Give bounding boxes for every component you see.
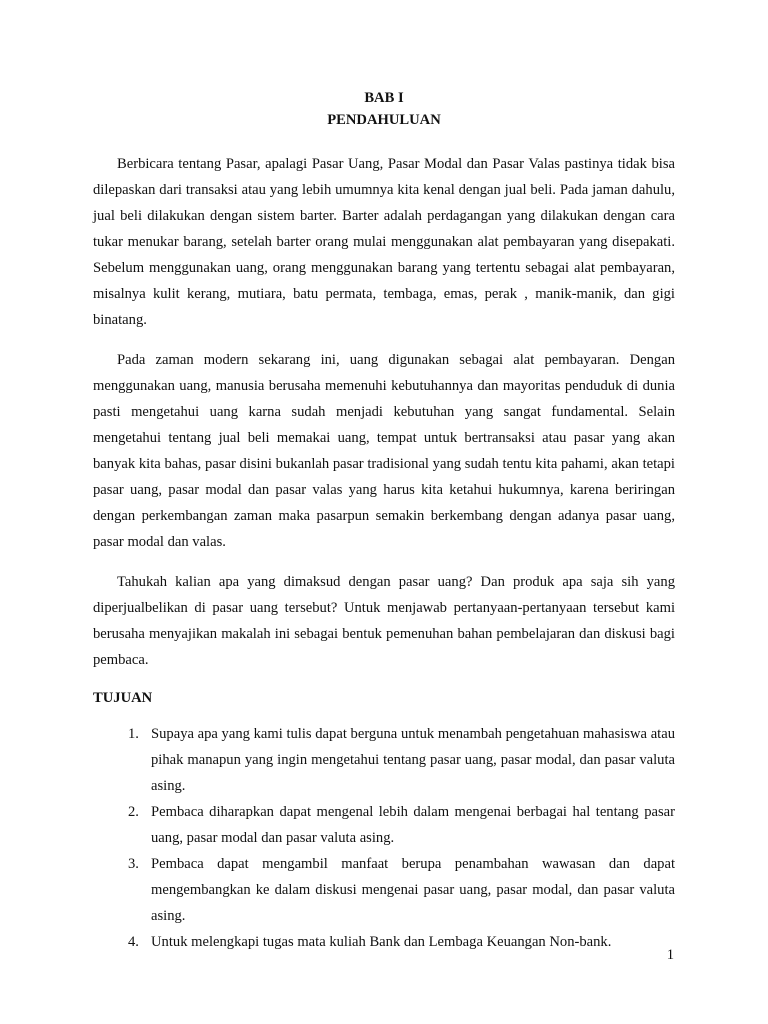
list-item <box>93 929 675 955</box>
page-number: 1 <box>666 947 674 963</box>
list-item-number: 1. <box>128 726 139 742</box>
list-item <box>93 851 675 929</box>
list-item <box>93 721 675 799</box>
paragraph-3: Tahukah kalian apa yang dimaksud dengan pasar uang? Dan produk apa saja sih yang diperjualbelikan di pasar uang tersebut? Untuk menjawab pertanyaan-pertanyaan tersebut kami berusaha menyajikan makalah ini sebagai bentuk pemenuhan bahan pembelajaran dan diskusi bagi pembaca. <box>93 574 675 668</box>
paragraph-1: Berbicara tentang Pasar, apalagi Pasar Uang, Pasar Modal dan Pasar Valas pastinya tidak bisa dilepaskan dari transaksi atau yang lebih umumnya kita kenal dengan jual beli. Pada jaman dahulu, jual beli dilakukan dengan sistem barter. Barter adalah perdagangan yang dilakukan dengan cara tukar menukar barang, setelah barter orang mulai menggunakan alat pembayaran yang disepakati. Sebelum menggunakan uang, orang menggunakan barang yang tertentu sebagai alat pembayaran, misalnya kulit kerang, mutiara, batu permata, tembaga, emas, perak , manik-manik, dan gigi binatang. <box>93 156 675 328</box>
chapter-label: BAB I <box>364 90 404 106</box>
paragraph-2: Pada zaman modern sekarang ini, uang digunakan sebagai alat pembayaran. Dengan menggunakan uang, manusia berusaha memenuhi kebutuhannya dan mayoritas penduduk di dunia pasti mengetahui uang karna sudah menjadi kebutuhan yang sangat fundamental. Selain mengetahui tentang jual beli memakai uang, tempat untuk bertransaksi atau pasar yang akan banyak kita bahas, pasar disini bukanlah pasar tradisional yang sudah tentu kita pahami, akan tetapi pasar uang, pasar modal dan pasar valas yang harus kita ketahui hukumnya, karena beriringan dengan perkembangan zaman maka pasarpun semakin berkembang dengan adanya pasar uang, pasar modal dan valas. <box>93 352 675 550</box>
list-item-number: 3. <box>128 856 139 872</box>
list-item-number: 2. <box>128 804 139 820</box>
list-item <box>93 799 675 851</box>
list-item-text: Supaya apa yang kami tulis dapat berguna untuk menambah pengetahuan mahasiswa atau pihak manapun yang ingin mengetahui tentang pasar uang, pasar modal, dan pasar valuta asing. <box>151 726 675 794</box>
list-item-text: Untuk melengkapi tugas mata kuliah Bank dan Lembaga Keuangan Non-bank. <box>151 934 612 950</box>
section-heading-tujuan: TUJUAN <box>93 690 153 706</box>
list-item-number: 4. <box>128 934 139 950</box>
page-content <box>93 87 675 955</box>
goals-list <box>93 721 675 955</box>
list-item-text: Pembaca dapat mengambil manfaat berupa penambahan wawasan dan dapat mengembangkan ke dalam diskusi mengenai pasar uang, pasar modal, dan pasar valuta asing. <box>151 856 675 924</box>
chapter-title: PENDAHULUAN <box>327 112 441 128</box>
list-item-text: Pembaca diharapkan dapat mengenal lebih dalam mengenai berbagai hal tentang pasar uang, pasar modal dan pasar valuta asing. <box>151 804 675 846</box>
